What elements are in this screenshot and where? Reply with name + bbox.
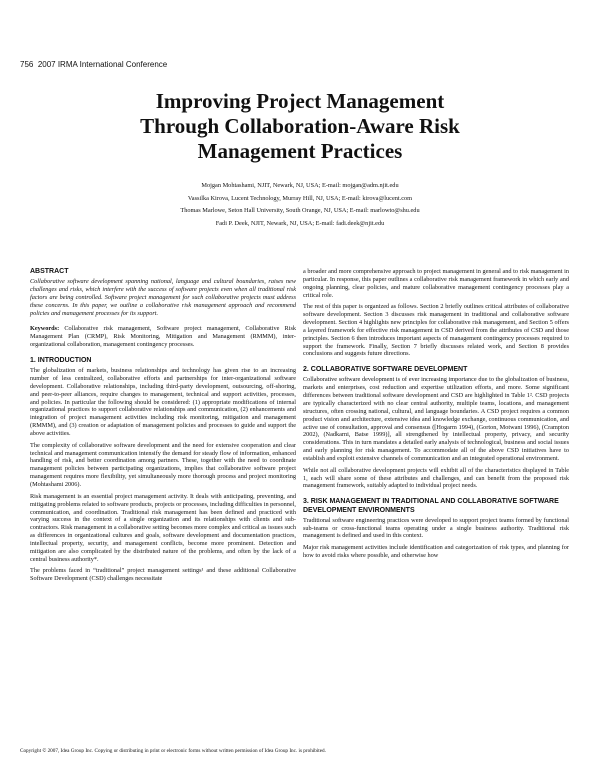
paragraph: a broader and more comprehensive approach to project management in general and to risk management in particular. In response, this paper outlines a collaborative risk management framework in which early and ongoing planning, clear policies, and mature collaborative management contingency processes play a critical role. [303,268,569,299]
left-column [30,268,296,587]
abstract-heading: ABSTRACT [30,268,69,275]
author-line: Mojgan Mohtashami, NJIT, Newark, NJ, USA; E-mail: mojgan@adm.njit.edu [201,182,399,189]
paragraph: While not all collaborative development projects will exhibit all of the characteristics displayed in Table 1, each will share some of these attributes and challenges, and can benefit from the proposed risk management framework, suitably adapted to individual project needs. [303,466,569,490]
section-heading-risk: 3. RISK MANAGEMENT IN TRADITIONAL AND COLLABORATIVE SOFTWARE DEVELOPMENT ENVIRONMENTS [303,498,559,514]
keywords-label: Keywords: [30,325,60,333]
author-list [40,180,560,230]
abstract-text: Collaborative software development spanning national, language and cultural boundaries, raises new challenges and risks, which interfere with the success of software projects even when all traditional risk factors are being controlled. Software project management for such collaborative projects must address these concerns. In this paper, we outline a collaborative risk management approach and recommend policies and management processes for its support. [30,278,296,317]
paragraph: The globalization of markets, business relationships and technology has given rise to an increasing number of less centralized, collaborative efforts and partnerships for inter-organizational software development. Collaborative relationships, including third-party development, outsourcing, off-shoring, and peer-to-peer alliances, require changes to management, technical and support activities, processes, and policies. In particular the following should be considered: (1) appropriate modifications of internal organizational practices to support collaborative relationships and communication, (2) enhancements and integration of project management activities including risk monitoring, mitigation and management (RMMM), and (3) creation or adaptation of management policies and processes to guide and support the above activities. [30,367,296,437]
paragraph: The complexity of collaborative software development and the need for extensive cooperation and clear technical and management communication intensify the demand for steady flow of information, enhanced handling of risk, and better coordination among partners. These, together with the need to coordinate management policies between participating organizations, implies that collaborative software project management requires more flexibility, yet simultaneously more thorough process and project monitoring (Mohtashami 2006). [30,441,296,488]
section-heading-introduction: 1. INTRODUCTION [30,356,92,364]
paragraph: Traditional software engineering practices were developed to support project teams formed by functional sub-teams or cross-functional teams operating under a single business authority. Traditional risk management is defined and used in this context. [303,516,569,540]
running-header [20,60,167,69]
paragraph: Major risk management activities include identification and categorization of risk types, and planning for how to avoid risks where possible, and otherwise how [303,544,569,560]
title-line: Management Practices [197,139,403,163]
keywords-text: Collaborative risk management, Software project management, Collaborative Risk Management Plan (CRMP), Risk Monitoring, Mitigation and Management (RMMM), inter-organizational collaboration, management contingency processes. [30,325,297,349]
paragraph: The rest of this paper is organized as follows. Section 2 briefly outlines critical attributes of collaborative software development. Section 3 discusses risk management in traditional and collaborative software development. Section 4 highlights new principles for collaborative risk management, and Section 5 offers a layered framework for effective risk management in CSD derived from the attributes of CSD and those principles. Section 6 then introduces important aspects of management contingency processes required to support the framework. Finally, Section 7 briefly discusses related work, and Section 8 provides conclusions and suggests future directions. [303,303,569,358]
title-line: Improving Project Management [155,89,445,113]
page-number: 756 [20,60,34,69]
paragraph: The problems faced in “traditional” project management settings¹ and these additional Collaborative Software Development (CSD) challenges necessitate [30,567,296,583]
copyright-footer: Copyright © 2007, Idea Group Inc. Copying or distributing in print or electronic forms without written permission of Idea Group Inc. is prohibited. [20,748,326,754]
keywords [30,325,296,349]
author-line: Thomas Marlowe, Seton Hall University, South Orange, NJ, USA; E-mail: marlowto@shu.edu [180,207,420,214]
conference-name: 2007 IRMA International Conference [37,60,168,69]
author-line: Vassilka Kirova, Lucent Technology, Murray Hill, NJ, USA; E-mail: kirova@lucent.com [187,194,413,202]
right-column [303,268,569,564]
author-line: Fadi P. Deek, NJIT, Newark, NJ, USA; E-mail: fadi.deek@njit.edu [215,219,385,227]
section-heading-csd: 2. COLLABORATIVE SOFTWARE DEVELOPMENT [303,366,468,374]
paper-title [30,89,570,164]
paragraph: Risk management is an essential project management activity. It deals with anticipating, preventing, and mitigating problems related to software products, projects or processes, including difficulties in personnel, communication, and coordination. Traditional risk management has been defined and practiced with varying success in the context of a single organization and its relationships with clients and sub-contractors. Risk management in a collaborative setting becomes more complex and critical as issues such as differences in organizational cultures and goals, software development and documentation practices, intellectual property, security, and management conflicts, become more prominent. Detection and mitigation are also complicated by the distributed nature of the problems, and often by the lack of a central business authority*. [30,492,296,563]
title-line: Through Collaboration-Aware Risk [140,114,460,138]
paragraph: Collaborative software development is of ever increasing importance due to the globalization of business, markets and enterprises, cost reduction and expertise utilization efforts, and more. Some significant differences between traditional software development and CSD are highlighted in Table 1². CSD projects are typically characterized with no clear central authority, multiple teams, locations, and management structures, often crossing national, cultural, and language boundaries. A CSD project requires a common product vision and architecture, extensive idea and knowledge exchange, continuous communication, and active use of consultation, approval and consensus ([Hogarm 1994), (Gorton, Motwani 1996), (Crampton 2002), (Nadkarni, Batse 1999)], all strengthened by intellectual property, privacy, and security considerations. This in turn mandates a detailed early analysis of technological, business and social issues and early planning for risk management. To accommodate all of the above CSD initiatives have to establish and exploit extensive channels of communication and an integrated operational environment. [303,376,569,462]
